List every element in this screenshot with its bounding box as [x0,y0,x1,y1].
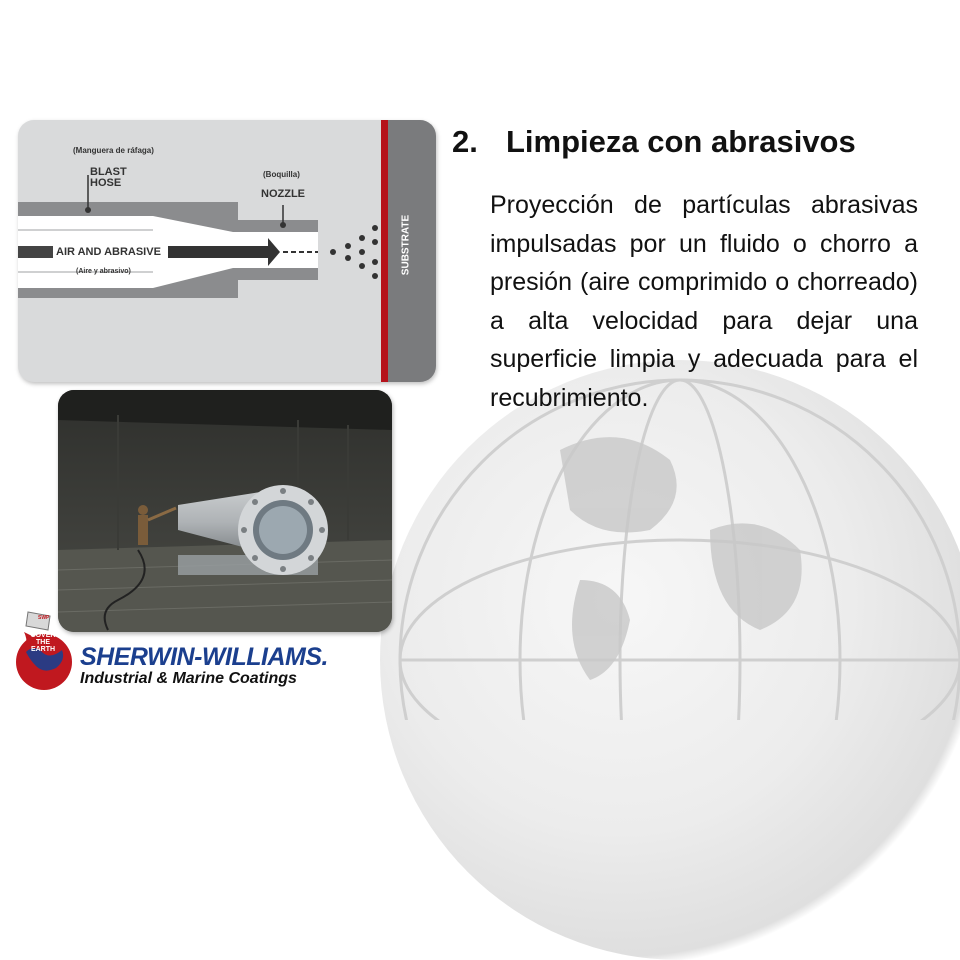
nozzle-spanish-label: (Boquilla) [263,170,300,179]
title-number: 2. [452,124,478,159]
blast-hose-label-line2: HOSE [90,177,122,189]
blast-hose-spanish-label: (Manguera de ráfaga) [73,146,154,155]
blast-hose-label-line1: BLAST [90,166,127,178]
badge-line1: COVER [30,632,56,639]
blast-hose-label [90,167,127,189]
badge-line3: EARTH [30,646,56,653]
brand-name: SHERWIN-WILLIAMS. [80,643,328,671]
blasting-room-illustration [58,390,392,632]
body-paragraph: Proyección de partículas abrasivas impulsadas por un fluido o chorro a presión (aire comprimido o chorreado) a alta velocidad para dejar una superficie limpia y adecuada para el recubrimiento. [490,191,918,412]
substrate-label: SUBSTRATE [400,214,412,276]
nozzle-label: NOZZLE [261,188,305,200]
substrate-edge [381,120,388,382]
title-text: Limpieza con abrasivos [506,124,856,159]
badge-line2: THE [36,639,50,646]
badge-top-text: SWP [38,615,50,621]
blasting-room-photo [58,390,392,632]
air-abrasive-spanish-label: (Aire y abrasivo) [76,268,131,275]
abrasive-spray-dots [330,225,378,279]
slide-title [452,124,942,160]
air-abrasive-label: AIR AND ABRASIVE [56,246,161,258]
substrate-shape [388,120,436,382]
brand-subtitle: Industrial & Marine Coatings [80,670,297,687]
blast-diagram [18,120,436,382]
badge-text [30,632,56,653]
